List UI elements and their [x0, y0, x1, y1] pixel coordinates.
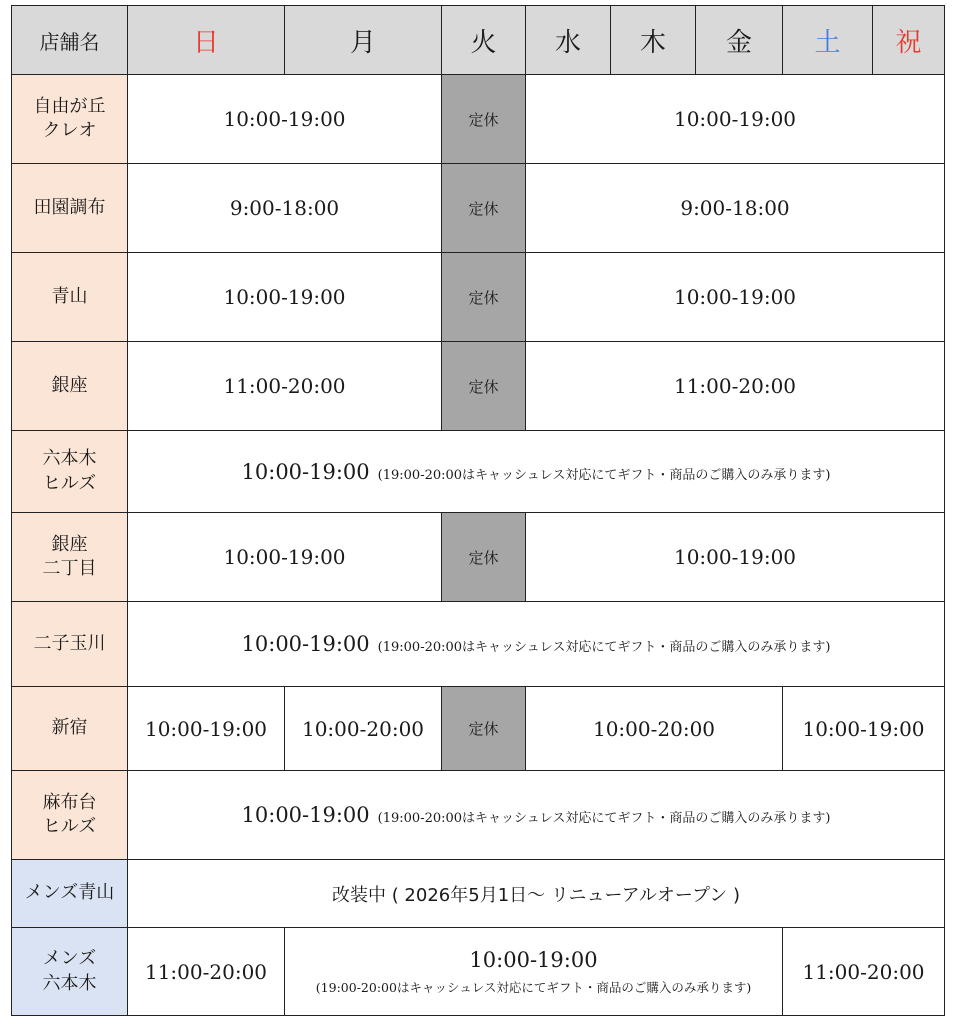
hours-cell: 10:00-19:00: [128, 75, 442, 164]
header-monday: 月: [285, 6, 442, 75]
cashless-note: (19:00-20:00はキャッシュレス対応にてギフト・商品のご購入のみ承ります): [315, 979, 752, 995]
header-sunday: 日: [128, 6, 285, 75]
hours-cell: 10:00-19:00: [526, 75, 945, 164]
store-name: 自由が丘 クレオ: [12, 75, 128, 164]
table-row: [12, 687, 945, 771]
hours-cell: 11:00-20:00: [783, 928, 945, 1016]
hours-cell: 10:00-19:00: [526, 513, 945, 602]
store-name: 青山: [12, 253, 128, 342]
renovation-status: 改装中 ( 2026年5月1日〜 リニューアルオープン ): [128, 860, 945, 928]
hours-cell: 10:00-19:00 (19:00-20:00はキャッシュレス対応にてギフト・商品のご購入のみ承ります): [128, 602, 945, 687]
hours-cell: 10:00-19:00 (19:00-20:00はキャッシュレス対応にてギフト・商品のご購入のみ承ります): [285, 928, 783, 1016]
header-holiday: 祝: [873, 6, 945, 75]
store-name: 麻布台 ヒルズ: [12, 771, 128, 860]
hours-cell: 10:00-19:00: [783, 687, 945, 771]
header-thursday: 木: [611, 6, 696, 75]
hours-cell: 11:00-20:00: [128, 342, 442, 431]
hours-cell: 10:00-19:00: [526, 253, 945, 342]
cashless-note: (19:00-20:00はキャッシュレス対応にてギフト・商品のご購入のみ承ります): [377, 811, 831, 826]
table-row: [12, 602, 945, 687]
hours-cell: 9:00-18:00: [128, 164, 442, 253]
store-name: メンズ 六本木: [12, 928, 128, 1016]
header-wednesday: 水: [526, 6, 611, 75]
store-name: メンズ青山: [12, 860, 128, 928]
hours-cell: 11:00-20:00: [526, 342, 945, 431]
closed-cell: 定休: [442, 342, 526, 431]
table-row: [12, 431, 945, 513]
store-name: 新宿: [12, 687, 128, 771]
closed-cell: 定休: [442, 75, 526, 164]
header-tuesday: 火: [442, 6, 526, 75]
closed-cell: 定休: [442, 687, 526, 771]
store-name: 銀座: [12, 342, 128, 431]
table-row: [12, 771, 945, 860]
hours-cell: 10:00-19:00: [128, 513, 442, 602]
closed-cell: 定休: [442, 164, 526, 253]
hours-cell: 10:00-19:00: [128, 253, 442, 342]
header-row: [12, 6, 945, 75]
hours-cell: 10:00-19:00 (19:00-20:00はキャッシュレス対応にてギフト・商品のご購入のみ承ります): [128, 771, 945, 860]
table-row: [12, 342, 945, 431]
closed-cell: 定休: [442, 513, 526, 602]
header-friday: 金: [696, 6, 783, 75]
table-row: [12, 75, 945, 164]
table-row: [12, 513, 945, 602]
header-saturday: 土: [783, 6, 873, 75]
table-row: [12, 253, 945, 342]
hours-cell: 9:00-18:00: [526, 164, 945, 253]
table-row: [12, 164, 945, 253]
cashless-note: (19:00-20:00はキャッシュレス対応にてギフト・商品のご購入のみ承ります): [377, 467, 831, 483]
store-name: 田園調布: [12, 164, 128, 253]
store-hours-table: [11, 5, 945, 1016]
table-row: [12, 860, 945, 928]
hours-cell: 10:00-19:00: [128, 687, 285, 771]
hours-cell: 10:00-20:00: [526, 687, 783, 771]
closed-cell: 定休: [442, 253, 526, 342]
cashless-note: (19:00-20:00はキャッシュレス対応にてギフト・商品のご購入のみ承ります): [377, 640, 831, 655]
hours-cell: 10:00-20:00: [285, 687, 442, 771]
store-name: 二子玉川: [12, 602, 128, 687]
table-row: [12, 928, 945, 1016]
store-name: 銀座 二丁目: [12, 513, 128, 602]
hours-cell: 11:00-20:00: [128, 928, 285, 1016]
store-name: 六本木 ヒルズ: [12, 431, 128, 513]
hours-cell: 10:00-19:00 (19:00-20:00はキャッシュレス対応にてギフト・商品のご購入のみ承ります): [128, 431, 945, 513]
store-name-header: 店舗名: [12, 6, 128, 75]
